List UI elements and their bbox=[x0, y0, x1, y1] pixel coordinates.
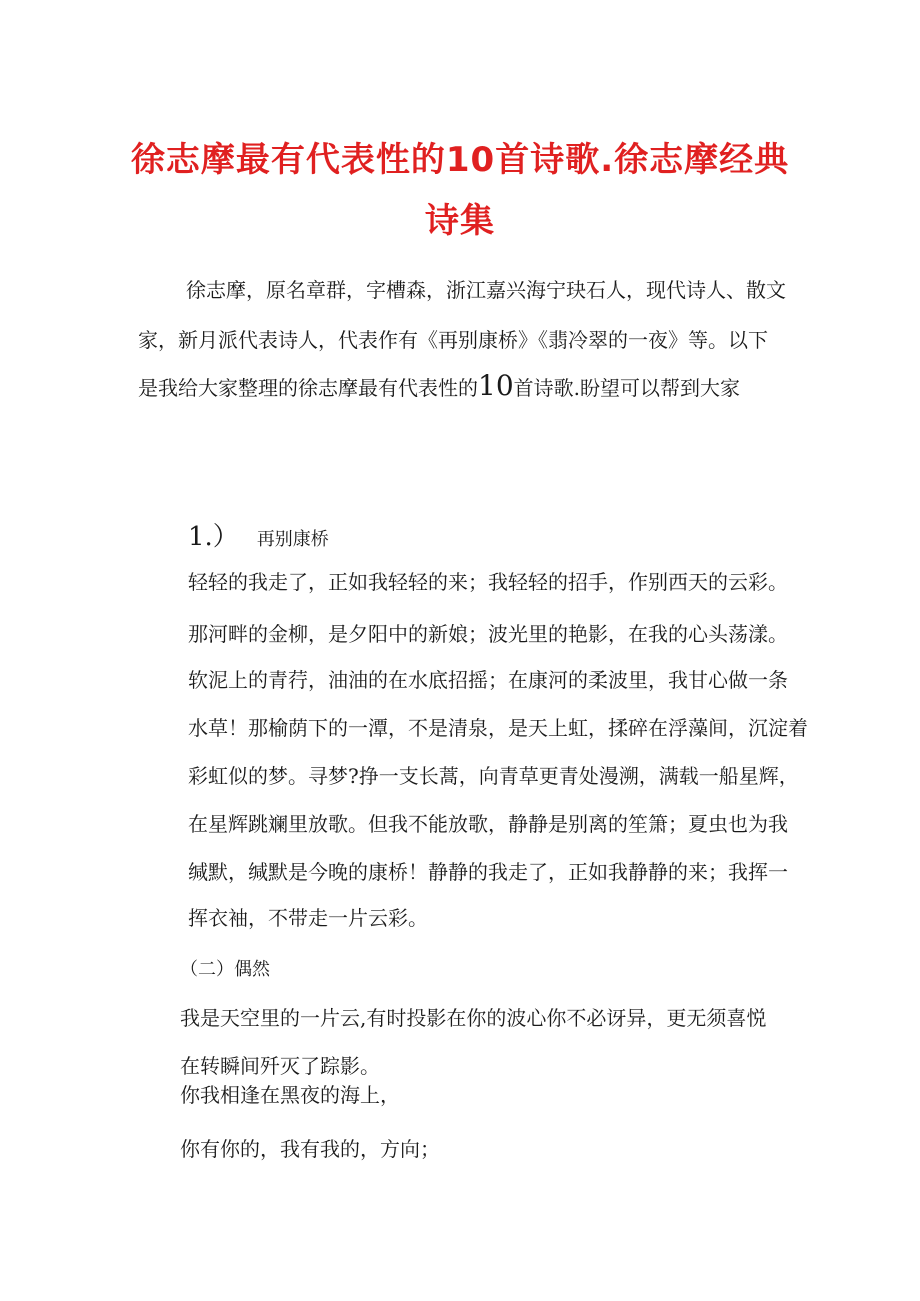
document-title-line-2: 诗集 bbox=[425, 201, 495, 241]
document-title-line-1: 徐志摩最有代表性的10首诗歌.徐志摩经典 bbox=[130, 140, 790, 180]
poem-1-line: 水草！那榆荫下的一潭，不是清泉，是天上虹，揉碎在浮藻间，沉淀着 bbox=[188, 716, 808, 740]
intro-text-b: 首诗歌.盼望可以帮到大家 bbox=[513, 376, 740, 400]
poem-1-line: 彩虹似的梦。寻梦?挣一支长蒿，向青草更青处漫溯，满载一船星辉， bbox=[188, 764, 799, 788]
poem-1-line: 那河畔的金柳，是夕阳中的新娘；波光里的艳影，在我的心头荡漾。 bbox=[188, 622, 788, 646]
poem-1-line: 软泥上的青荇，油油的在水底招摇；在康河的柔波里，我甘心做一条 bbox=[188, 668, 788, 692]
section-1-title: 再别康桥 bbox=[256, 529, 329, 550]
poem-1-line: 挥衣袖，不带走一片云彩。 bbox=[188, 906, 428, 930]
intro-paragraph-line-2: 家，新月派代表诗人，代表作有《再别康桥》《翡冷翠的一夜》等。以下 bbox=[138, 328, 768, 352]
poem-2-line: 我是天空里的一片云,有时投影在你的波心你不必讶异，更无须喜悦 bbox=[180, 1006, 767, 1030]
intro-paragraph-line-1: 徐志摩，原名章群，字槽森，浙江嘉兴海宁玦石人，现代诗人、散文 bbox=[186, 278, 786, 302]
poem-1-line: 轻轻的我走了，正如我轻轻的来；我轻轻的招手，作别西天的云彩。 bbox=[188, 570, 788, 594]
intro-count: 10 bbox=[478, 369, 514, 402]
intro-text-a: 是我给大家整理的徐志摩最有代表性的 bbox=[138, 376, 478, 400]
section-1-number: 1.） bbox=[188, 522, 239, 552]
poem-1-line: 在星辉跳斓里放歌。但我不能放歌，静静是别离的笙箫；夏虫也为我 bbox=[188, 812, 788, 836]
poem-2-line: 在转瞬间歼灭了踪影。 bbox=[180, 1054, 380, 1078]
poem-1-line: 缄默，缄默是今晚的康桥！静静的我走了，正如我静静的来；我挥一 bbox=[188, 860, 788, 884]
intro-paragraph-line-3 bbox=[138, 369, 786, 402]
section-2-title: （二）偶然 bbox=[180, 959, 270, 980]
poem-2-line: 你有你的，我有我的，方向； bbox=[180, 1137, 440, 1161]
section-1-heading bbox=[188, 516, 329, 553]
poem-2-line: 你我相逢在黑夜的海上， bbox=[180, 1083, 400, 1107]
